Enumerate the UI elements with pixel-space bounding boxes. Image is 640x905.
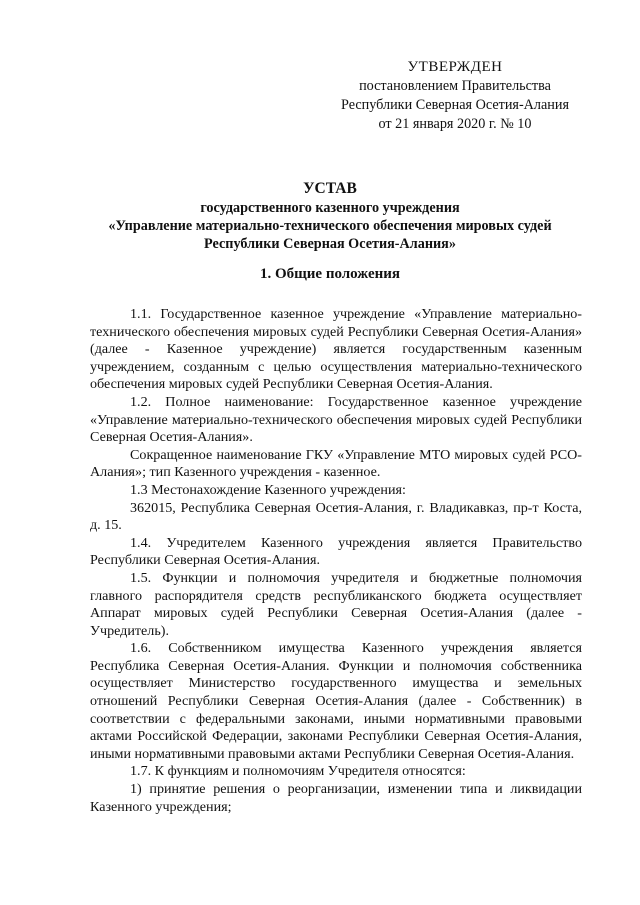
paragraph: 1.4. Учредителем Казенного учреждения является Правительство Республики Северная Осетия-Алания. bbox=[90, 534, 582, 569]
approval-block bbox=[330, 58, 580, 134]
paragraph: 1.1. Государственное казенное учреждение «Управление материально-технического обеспечения мировых судей Республики Северная Осетия-Алания» (далее - Казенное учреждение) является государственным казенным учреждением, созданным с целью осуществления материально-технического обеспечения мировых судей Республики Северная Осетия-Алания. bbox=[90, 306, 582, 393]
approval-line: Республики Северная Осетия-Алания bbox=[340, 97, 569, 113]
paragraph: 1) принятие решения о реорганизации, изменении типа и ликвидации Казенного учреждения; bbox=[90, 781, 582, 815]
paragraph: 1.3 Местонахождение Казенного учреждения: bbox=[130, 481, 406, 498]
title-line: Республики Северная Осетия-Алания» bbox=[204, 236, 456, 252]
approval-date: от 21 января 2020 г. № 10 bbox=[378, 116, 532, 132]
paragraph: 1.5. Функции и полномочия учредителя и бюджетные полномочия главного распорядителя средств республиканского бюджета осуществляет Аппарат мировых судей Республики Северная Осетия-Алания (далее - Учредитель). bbox=[90, 569, 582, 639]
section-heading: 1. Общие положения bbox=[259, 266, 401, 282]
paragraph: 1.2. Полное наименование: Государственное казенное учреждение «Управление материально-технического обеспечения мировых судей Республики Северная Осетия-Алания». bbox=[90, 393, 582, 446]
paragraph: 1.6. Собственником имущества Казенного учреждения является Республика Северная Осетия-Алания. Функции и полномочия собственника осуществляет Министерство государственного имущества и земельных отношений Республики Северная Осетия-Алания (далее - Собственник) в соответствии с федеральными законами, иными нормативными правовыми актами Российской Федерации, законами Республики Северная Осетия-Алания, иными нормативными правовыми актами Республики Северная Осетия-Алания. bbox=[90, 640, 582, 762]
paragraph: 362015, Республика Северная Осетия-Алания, г. Владикавказ, пр-т Коста, д. 15. bbox=[90, 499, 582, 534]
approval-line: постановлением Правительства bbox=[359, 78, 551, 94]
title-main: УСТАВ bbox=[303, 180, 357, 197]
document-title bbox=[70, 180, 590, 253]
title-line: «Управление материально-технического обеспечения мировых судей bbox=[108, 218, 552, 234]
paragraph: Сокращенное наименование ГКУ «Управление МТО мировых судей РСО-Алания»; тип Казенного учреждения - казенное. bbox=[90, 446, 582, 481]
document-body bbox=[90, 306, 582, 816]
title-line: государственного казенного учреждения bbox=[200, 200, 460, 216]
approval-stamp: УТВЕРЖДЕН bbox=[407, 59, 503, 75]
paragraph: 1.7. К функциям и полномочиям Учредителя относятся: bbox=[130, 763, 466, 780]
